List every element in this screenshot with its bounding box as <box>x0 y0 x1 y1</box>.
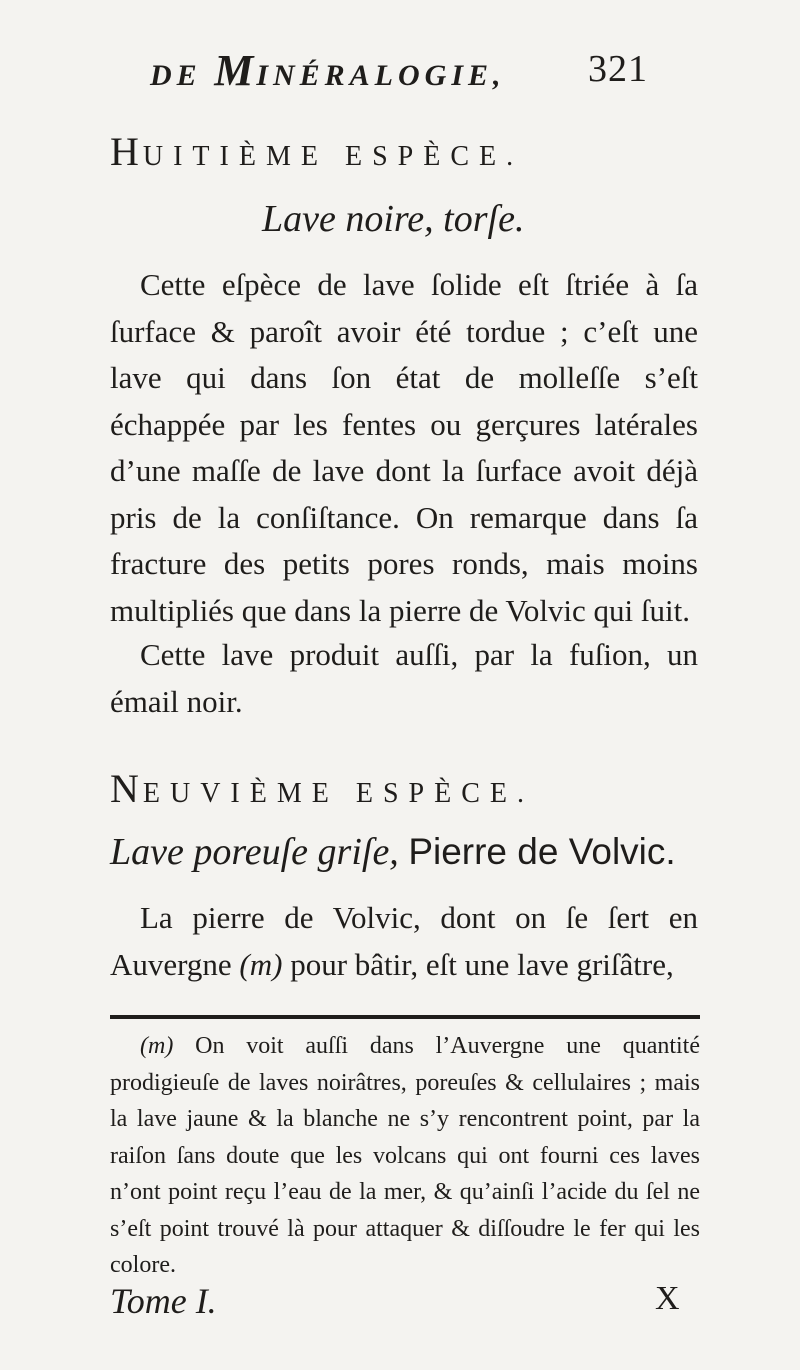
species-name-italic: Lave noire, torſe. <box>262 198 525 240</box>
running-head-prefix: DE <box>150 59 202 92</box>
paragraph-text-end: pour bâtir, eſt une lave griſâtre, <box>290 946 674 982</box>
footnote-text: On voit auſſi dans l’Auvergne une quantité prodigieuſe de laves noirâtres, poreuſes & cellulaires ; mais la lave jaune & la blanche ne s’y rencontrent point, par la raiſon ſans doute que les volcans qui ont fourni ces laves n’ont point reçu l’eau de la mer, & qu’ainſi l’acide du ſel ne s’eſt point trouvé là pour attaquer & diſſoudre le fer qui les colore. <box>110 1033 700 1278</box>
running-head-rest: INÉRALOGIE, <box>256 59 506 92</box>
paragraph: Cette eſpèce de lave ſolide eſt ſtriée à ſa ſurface & paroît avoir été tordue ; c’eſt une lave qui dans ſon état de molleſſe s’eſt échappée par les fentes ou gerçures latérales d’une maſſe de lave dont la ſurface avoit déjà pris de la conſiſtance. On remarque dans ſa fracture des petits pores ronds, mais moins multipliés que dans la pierre de Volvic qui ſuit. <box>110 267 698 628</box>
footnote-marker: (m) <box>140 1033 174 1059</box>
heading-initial: H <box>110 129 143 174</box>
section-heading-eighth <box>110 128 523 175</box>
running-head <box>0 45 800 105</box>
species-name-italic: Lave poreuſe griſe, <box>110 831 399 873</box>
paragraph <box>110 895 698 988</box>
footnote-reference: (m) <box>239 946 283 982</box>
paragraph-text-start: La pierre de Volvic, dont on ſe ſert en Auvergne <box>110 900 698 982</box>
signature-mark: X <box>655 1280 680 1317</box>
species-name-ninth <box>110 830 676 874</box>
running-head-title <box>150 45 506 96</box>
heading-rest: UITIÈME ESPÈCE. <box>142 141 524 172</box>
heading-initial: N <box>110 766 143 811</box>
species-name-roman: Pierre de Volvic. <box>408 831 676 872</box>
running-head-initial: M <box>214 46 257 95</box>
section-heading-ninth <box>110 765 534 812</box>
paragraph: Cette lave produit auſſi, par la fuſion, un émail noir. <box>110 637 698 719</box>
footnote <box>110 1028 700 1284</box>
heading-rest: EUVIÈME ESPÈCE. <box>142 778 534 809</box>
species-name-eighth <box>262 197 524 241</box>
page-number: 321 <box>588 48 648 90</box>
footnote-rule <box>110 1015 700 1019</box>
signature-volume: Tome I. <box>110 1281 217 1321</box>
